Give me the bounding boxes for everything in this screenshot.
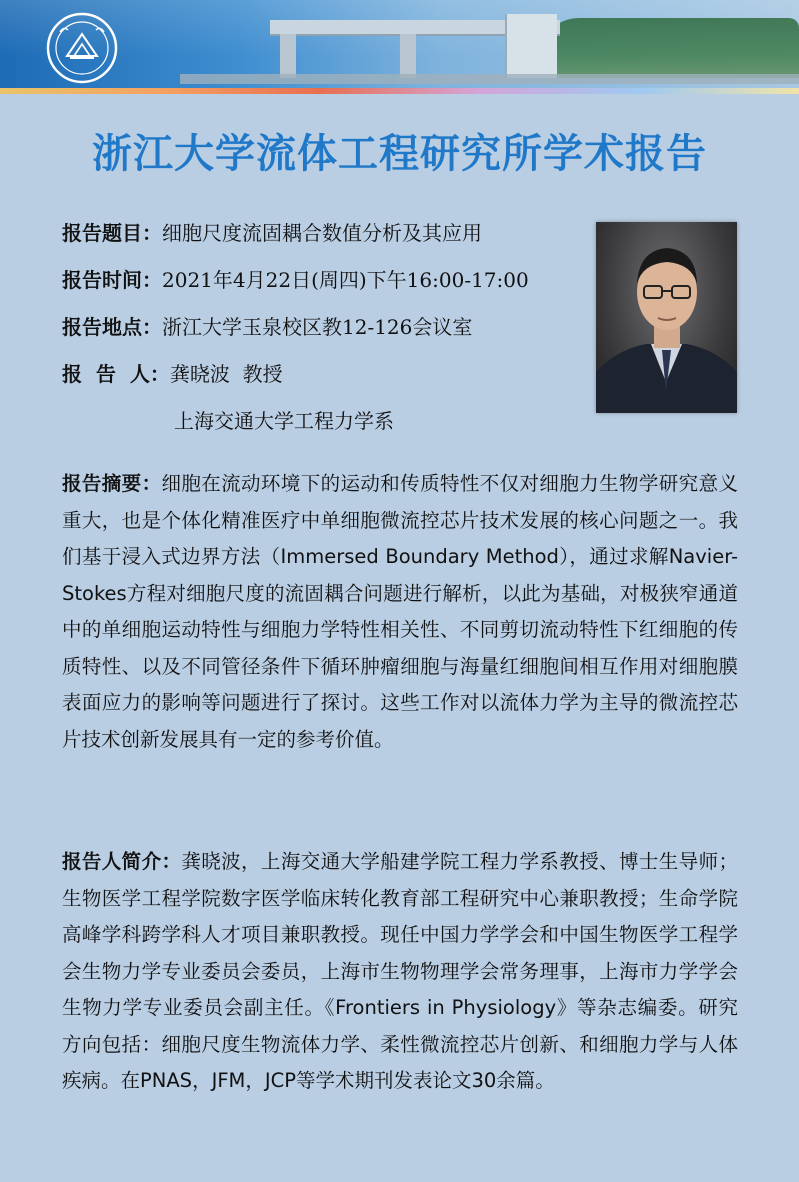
- abstract-text: 细胞在流动环境下的运动和传质特性不仅对细胞力生物学研究意义重大，也是个体化精准医疗中单细胞微流控芯片技术发展的核心问题之一。我们基于浸入式边界方法（Immersed Boundary Method），通过求解Navier-Stokes方程对细胞尺度的流固耦合问题进行解析，以此为基础，对极狭窄通道中的单细胞运动特性与细胞力学特性相关性、不同剪切流动特性下红细胞的传质特性、以及不同管径条件下循环肿瘤细胞与海量红细胞间相互作用对细胞膜表面应力的影响等问题进行了探讨。这些工作对以流体力学为主导的微流控芯片技术创新发展具有一定的参考价值。: [62, 472, 738, 751]
- banner-road: [180, 74, 799, 84]
- topic-row: [62, 218, 582, 265]
- speaker-label: 报 告 人：: [62, 362, 170, 386]
- campus-gate-illustration: [270, 14, 560, 78]
- time-label: 报告时间：: [62, 268, 162, 292]
- bio-label: 报告人简介：: [62, 850, 182, 873]
- header-banner: [0, 0, 799, 94]
- location-label: 报告地点：: [62, 315, 162, 339]
- banner-color-stripe: [0, 88, 799, 94]
- lecture-info: [62, 218, 582, 453]
- topic-value: 细胞尺度流固耦合数值分析及其应用: [162, 221, 482, 245]
- bio-text: 龚晓波，上海交通大学船建学院工程力学系教授、博士生导师；生物医学工程学院数字医学临床转化教育部工程研究中心兼职教授；生命学院高峰学科跨学科人才项目兼职教授。现任中国力学学会和中国生物医学工程学会生物力学专业委员会委员，上海市生物物理学会常务理事，上海市力学学会生物力学专业委员会副主任。《Frontiers in Physiology》等杂志编委。研究方向包括：细胞尺度生物流体力学、柔性微流控芯片创新、和细胞力学与人体疾病。在PNAS，JFM，JCP等学术期刊发表论文30余篇。: [62, 850, 738, 1092]
- banner-trees: [539, 18, 799, 78]
- location-value: 浙江大学玉泉校区教12-126会议室: [162, 315, 473, 339]
- zhejiang-university-seal-icon: [40, 10, 124, 86]
- page-title: 浙江大学流体工程研究所学术报告: [92, 131, 707, 177]
- abstract-section: [62, 466, 738, 758]
- topic-label: 报告题目：: [62, 221, 162, 245]
- abstract-label: 报告摘要：: [62, 472, 162, 495]
- affiliation-row: [62, 406, 582, 453]
- bio-section: [62, 844, 738, 1100]
- time-row: [62, 265, 582, 312]
- affiliation-value: 上海交通大学工程力学系: [174, 409, 394, 433]
- time-value: 2021年4月22日(周四)下午16:00-17:00: [162, 268, 529, 292]
- speaker-photo: [596, 222, 737, 413]
- speaker-row: [62, 359, 582, 406]
- location-row: [62, 312, 582, 359]
- speaker-value: 龚晓波 教授: [169, 362, 283, 386]
